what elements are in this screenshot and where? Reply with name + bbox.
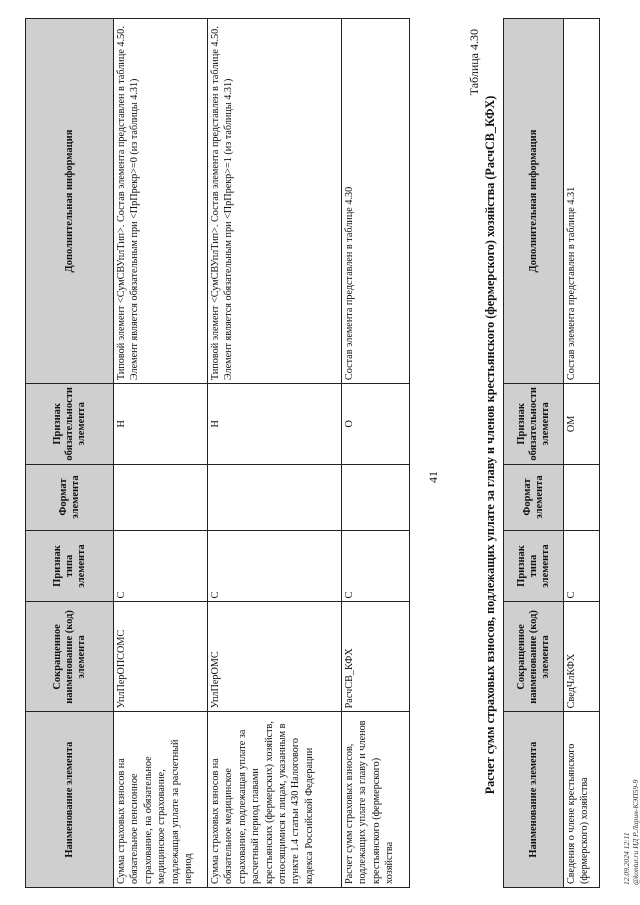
stamp-date: 12.09.2024 12:11 — [622, 832, 631, 885]
element-required-cell: Н — [208, 384, 342, 465]
stamp-signer: @kontur.ru ИД Р.Ларин-КЭП59-9 — [631, 779, 640, 885]
table-caption: Расчет сумм страховых взносов, подлежащих уплате за главу и членов крестьянского (фермерского) хозяйства (РасчСВ_КФХ) — [483, 95, 497, 795]
element-required-cell: ОМ — [564, 384, 600, 465]
element-required-cell: О — [342, 384, 410, 465]
header-cell: Формат элемента — [504, 464, 564, 530]
element-format-cell — [342, 464, 410, 530]
header-cell: Сокращенное наименование (код) элемента — [504, 602, 564, 712]
kfh-calculation-table — [503, 18, 600, 888]
table-row — [114, 19, 208, 888]
element-code-cell: УплПерОМС — [208, 602, 342, 712]
header-cell: Признак обязательности элемента — [26, 384, 114, 465]
element-name-cell: Сумма страховых взносов на обязательное медицинское страхование, подлежащая уплате за расчетный период главами крестьянских (фермерских) хозяйств, относящимися к лицам, указанным в пункте 1.4 статьи 430 Налогового кодекса Российской Федерации — [208, 712, 342, 888]
header-cell: Сокращенное наименование (код) элемента — [26, 602, 114, 712]
elements-table-continued — [25, 18, 410, 888]
header-cell: Формат элемента — [26, 464, 114, 530]
page-number: 41 — [426, 471, 440, 483]
element-type-cell: С — [342, 530, 410, 602]
element-required-cell: Н — [114, 384, 208, 465]
table-header-row — [504, 19, 564, 888]
element-code-cell: УплПерОПСОМС — [114, 602, 208, 712]
element-info-cell: Состав элемента представлен в таблице 4.30 — [342, 19, 410, 384]
element-format-cell — [208, 464, 342, 530]
table-row — [208, 19, 342, 888]
header-cell: Признак типа элемента — [26, 530, 114, 602]
header-cell: Признак обязательности элемента — [504, 384, 564, 465]
element-type-cell: С — [208, 530, 342, 602]
table-header-row — [26, 19, 114, 888]
element-info-cell: Состав элемента представлен в таблице 4.31 — [564, 19, 600, 384]
header-cell: Наименование элемента — [504, 712, 564, 888]
element-type-cell: С — [114, 530, 208, 602]
table-row — [564, 19, 600, 888]
header-cell: Дополнительная информация — [504, 19, 564, 384]
element-format-cell — [564, 464, 600, 530]
header-cell: Признак типа элемента — [504, 530, 564, 602]
element-code-cell: СведЧлКФХ — [564, 602, 600, 712]
table-number: Таблица 4.30 — [467, 29, 481, 96]
element-name-cell: Сведения о члене крестьянского (фермерского) хозяйства — [564, 712, 600, 888]
signature-stamp — [622, 780, 640, 885]
element-info-cell: Типовой элемент <СумСВУплТип>. Состав элемента представлен в таблице 4.50. Элемент является обязательным при <ПрПрекр>=1 (из таблицы 4.31) — [208, 19, 342, 384]
element-code-cell: РасчСВ_КФХ — [342, 602, 410, 712]
element-type-cell: С — [564, 530, 600, 602]
header-cell: Наименование элемента — [26, 712, 114, 888]
table-row — [342, 19, 410, 888]
header-cell: Дополнительная информация — [26, 19, 114, 384]
element-info-cell: Типовой элемент <СумСВУплТип>. Состав элемента представлен в таблице 4.50. Элемент является обязательным при <ПрПрекр>=0 (из таблицы 4.31) — [114, 19, 208, 384]
element-name-cell: Расчет сумм страховых взносов, подлежащих уплате за главу и членов крестьянского (фермерского) хозяйства — [342, 712, 410, 888]
element-format-cell — [114, 464, 208, 530]
element-name-cell: Сумма страховых взносов на обязательное пенсионное страхование, на обязательное медицинское страхование, подлежащая уплате за расчетный период — [114, 712, 208, 888]
